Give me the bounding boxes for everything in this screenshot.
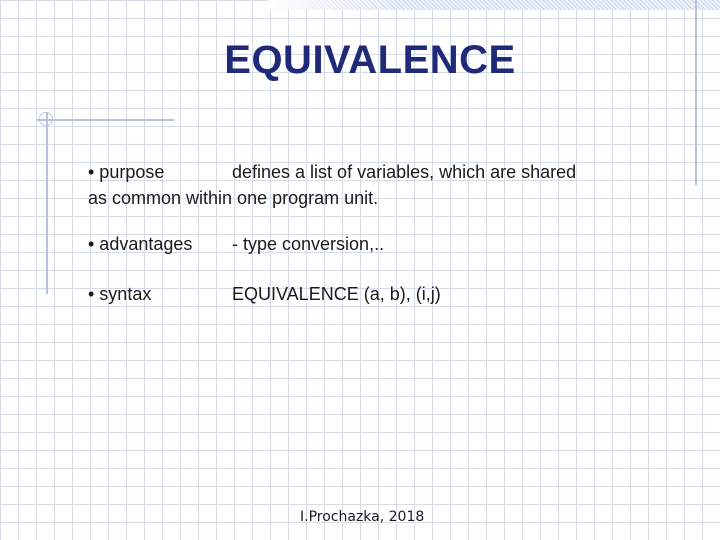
bullet-purpose-label: • purpose	[88, 162, 165, 182]
bullet-advantages-text: - type conversion,..	[232, 234, 385, 254]
bullet-advantages-label: • advantages	[88, 234, 193, 254]
decorative-right-line	[695, 0, 697, 185]
decorative-title-underline	[36, 119, 174, 121]
slide-footer: I.Prochazka, 2018	[300, 509, 425, 525]
bullet-syntax-label: • syntax	[88, 284, 152, 304]
decorative-top-band	[268, 0, 720, 10]
bullet-purpose-text: defines a list of variables, which are shared	[232, 162, 577, 182]
bullet-syntax-text: EQUIVALENCE (a, b), (i,j)	[232, 284, 441, 304]
decorative-corner-circle	[39, 112, 53, 126]
slide-title: EQUIVALENCE	[224, 38, 516, 82]
decorative-left-line	[46, 112, 48, 294]
bullet-purpose-continuation: as common within one program unit.	[88, 188, 379, 208]
